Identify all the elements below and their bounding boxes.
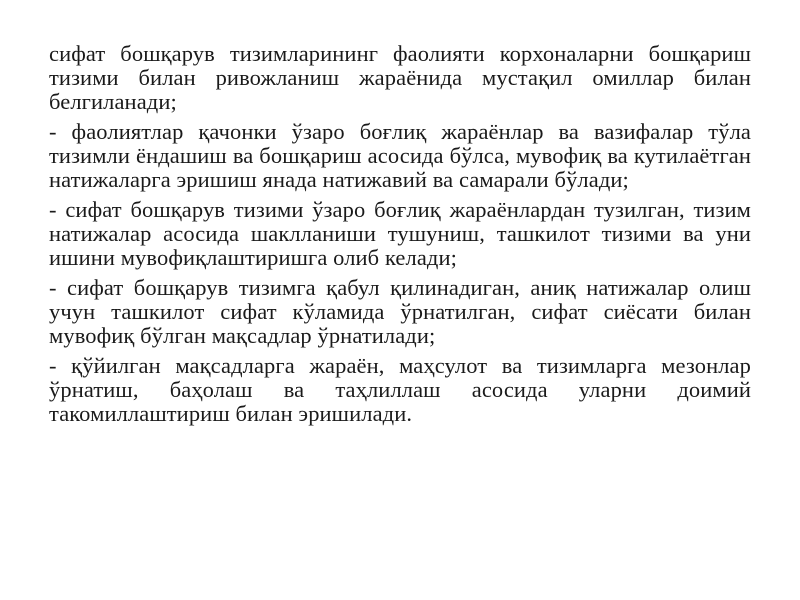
paragraph: - сифат бошқарув тизими ўзаро боғлиқ жараёнлардан тузилган, тизим натижалар асосида шаклланиши тушуниш, ташкилот тизими ва уни ишини мувофиқлаштиришга олиб келади; [49, 197, 751, 270]
paragraph: сифат бошқарув тизимларининг фаолияти корхоналарни бошқариш тизими билан ривожланиш жараёнида мустақил омиллар билан белгиланади; [49, 41, 751, 114]
paragraph: - фаолиятлар қачонки ўзаро боғлиқ жараёнлар ва вазифалар тўла тизимли ёндашиш ва бошқариш асосида бўлса, мувофиқ ва кутилаётган натижаларга эришиш янада натижавий ва самарали бўлади; [49, 119, 751, 192]
paragraph: - қўйилган мақсадларга жараён, маҳсулот ва тизимларга мезонлар ўрнатиш, баҳолаш ва таҳлиллаш асосида уларни доимий такомиллаштириш билан эришилади. [49, 353, 751, 426]
paragraph: - сифат бошқарув тизимга қабул қилинадиган, аниқ натижалар олиш учун ташкилот сифат кўламида ўрнатилган, сифат сиёсати билан мувофиқ бўлган мақсадлар ўрнатилади; [49, 275, 751, 348]
